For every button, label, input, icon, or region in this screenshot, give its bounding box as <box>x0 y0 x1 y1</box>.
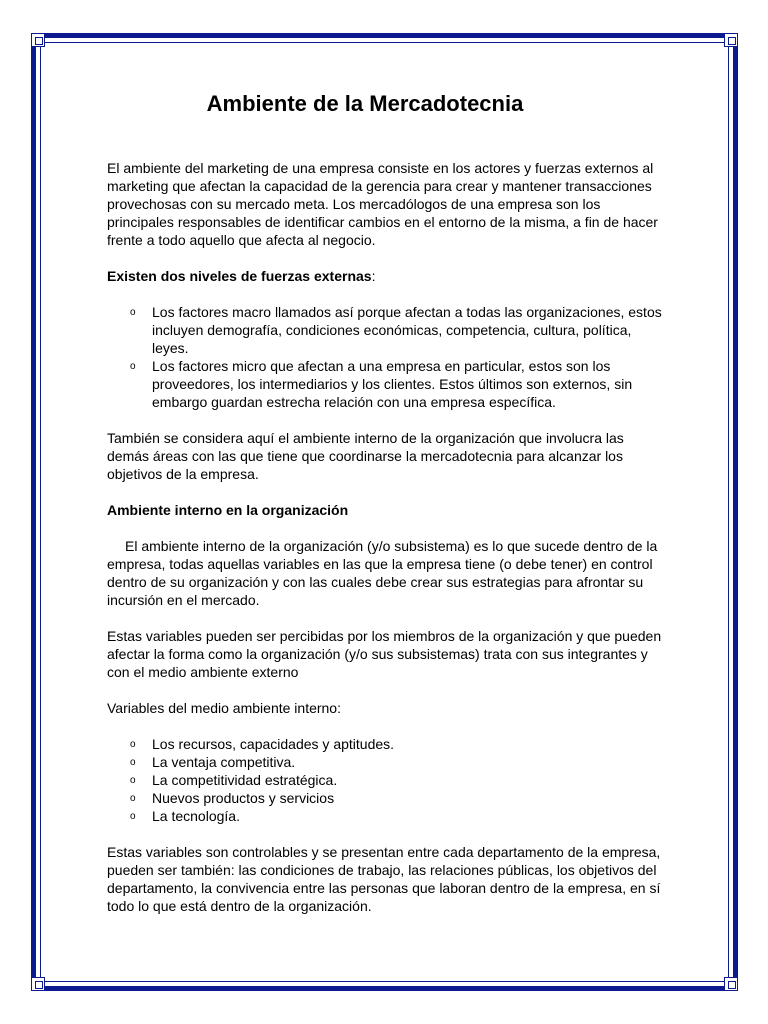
variables-item-text: La tecnología. <box>152 808 240 824</box>
variables-heading: Variables del medio ambiente interno: <box>107 700 341 716</box>
corner-ornament-top-left <box>31 33 45 47</box>
list-item <box>107 357 667 411</box>
bullet-icon: o <box>130 775 136 786</box>
variables-item-text: La competitividad estratégica. <box>152 772 338 788</box>
bullet-icon: o <box>130 793 136 804</box>
levels-item-text: Los factores micro que afectan a una empresa en particular, estos son los proveedores, los intermediarios y los clientes. Estos últimos son externos, sin embargo guardan estrecha relación con una empresa específica. <box>152 358 633 410</box>
variables-item-text: La ventaja competitiva. <box>152 754 296 770</box>
levels-heading: Existen dos niveles de fuerzas externas <box>107 268 372 284</box>
variables-list <box>107 735 667 825</box>
internal-definition-paragraph: El ambiente interno de la organización (y/o subsistema) es lo que sucede dentro de la empresa, todas aquellas variables en las que la empresa tiene (o debe tener) en control dentro de su organización y con las cuales debe crear sus estrategias para afrontar su incursión en el mercado. <box>107 538 658 608</box>
variables-item-text: Los recursos, capacidades y aptitudes. <box>152 736 395 752</box>
corner-ornament-bottom-left <box>31 977 45 991</box>
document-title: Ambiente de la Mercadotecnia <box>206 91 524 116</box>
intro-paragraph: El ambiente del marketing de una empresa consiste en los actores y fuerzas externos al marketing que afectan la capacidad de la gerencia para crear y mantener transacciones provechosas con su mercado meta. Los mercadólogos de una empresa son los principales responsables de identificar cambios en el entorno de la misma, a fin de hacer frente a todo aquello que afecta al negocio. <box>107 160 658 248</box>
corner-ornament-top-right <box>724 33 738 47</box>
internal-heading: Ambiente interno en la organización <box>107 502 349 518</box>
variables-item-text: Nuevos productos y servicios <box>152 790 335 806</box>
list-item <box>107 753 667 771</box>
internal-paragraph: También se considera aquí el ambiente interno de la organización que involucra las demás áreas con las que tiene que coordinarse la mercadotecnia para alcanzar los objetivos de la empresa. <box>107 430 624 482</box>
bullet-icon: o <box>130 811 136 822</box>
document-body <box>107 89 667 915</box>
bullet-icon: o <box>130 361 136 372</box>
levels-item-text: Los factores macro llamados así porque afectan a todas las organizaciones, estos incluyen demografía, condiciones económicas, competencia, cultura, política, leyes. <box>152 304 662 356</box>
levels-heading-colon: : <box>371 268 376 284</box>
list-item <box>107 789 667 807</box>
levels-heading-line <box>107 267 667 285</box>
bullet-icon: o <box>130 307 136 318</box>
levels-list <box>107 303 667 411</box>
bullet-icon: o <box>130 739 136 750</box>
list-item <box>107 735 667 753</box>
closing-paragraph: Estas variables son controlables y se presentan entre cada departamento de la empresa, pueden ser también: las condiciones de trabajo, las relaciones públicas, los objetivos del departamento, la convivencia entre las personas que laboran dentro de la empresa, en sí todo lo que está dentro de la organización. <box>107 844 661 914</box>
bullet-icon: o <box>130 757 136 768</box>
variables-paragraph: Estas variables pueden ser percibidas por los miembros de la organización y que pueden afectar la forma como la organización (y/o sus subsistemas) trata con sus integrantes y con el medio ambiente externo <box>107 628 662 680</box>
list-item <box>107 771 667 789</box>
list-item <box>107 303 667 357</box>
corner-ornament-bottom-right <box>724 977 738 991</box>
list-item <box>107 807 667 825</box>
